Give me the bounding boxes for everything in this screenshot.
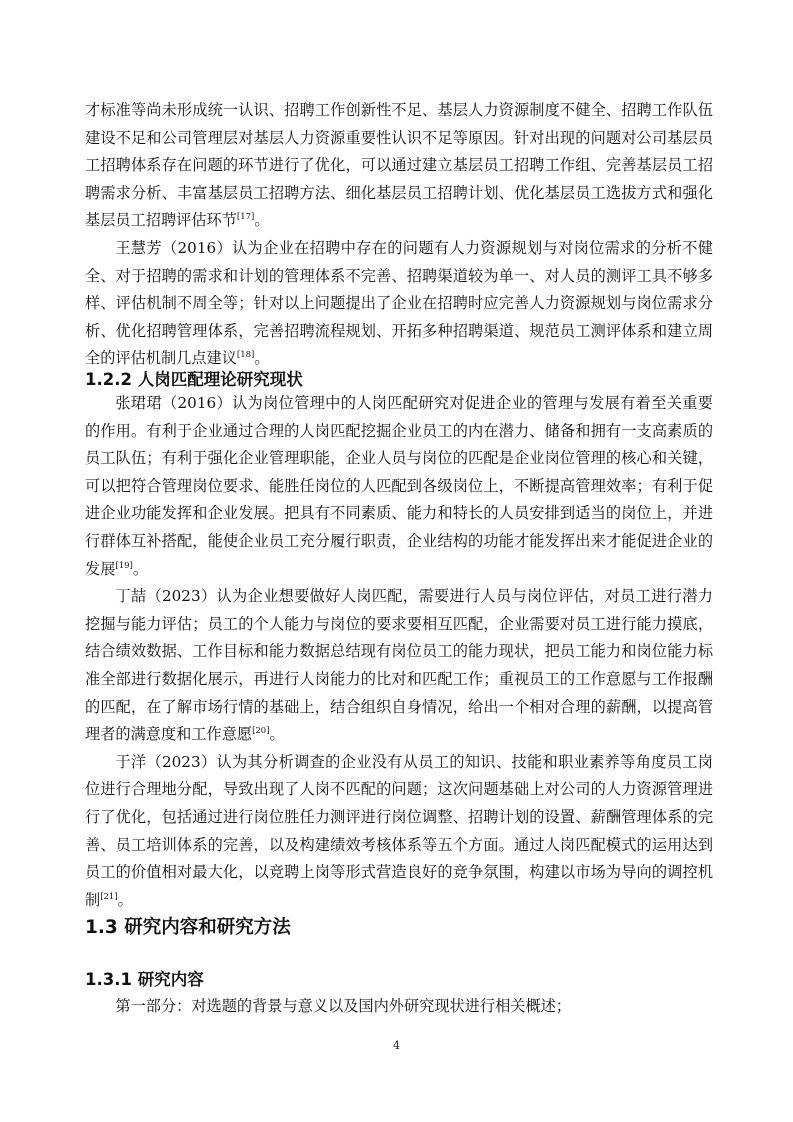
text-block-3 — [85, 993, 713, 1021]
citation-18: [18] — [236, 350, 255, 361]
section-heading-1-3-1: 1.3.1 研究内容 — [85, 970, 204, 989]
citation-21: [21] — [100, 891, 118, 902]
paragraph-p4: 丁喆（2023）认为企业想要做好人岗匹配，需要进行人员与岗位评估，对员工进行潜力挖掘与能力评估；员工的个人能力与岗位的要求要相互匹配，企业需要对员工进行能力摸底，结合绩效数据、工作目标和能力数据总结现有岗位员工的能力现状，把员工能力和岗位能力标准全部进行数据化展示，再进行人岗能力的比对和匹配工作；重视员工的工作意愿与工作报酬的匹配，在了解市场行情的基础上，结合组织自身情况，给出一个相对合理的薪酬，以提高管理者的满意度和工作意愿[20]。 — [85, 587, 713, 744]
paragraph-p5: 于洋（2023）认为其分析调查的企业没有从员工的知识、技能和职业素养等角度员工岗位进行合理地分配，导致出现了人岗不匹配的问题；这次问题基础上对公司的人力资源管理进行了优化，包括通过进行岗位胜任力测评进行岗位调整、招聘计划的设置、薪酬管理体系的完善、员工培训体系的完善，以及构建绩效考核体系等五个方面。通过人岗匹配模式的运用达到员工的价值相对最大化，以竞聘上岗等形式营造良好的竞争氛围，构建以市场为导向的调控机制[21]。 — [85, 752, 713, 909]
citation-17: [17] — [236, 212, 255, 223]
paragraph-p3: 张珺珺（2016）认为岗位管理中的人岗匹配研究对促进企业的管理与发展有着至关重要的作用。有利于企业通过合理的人岗匹配挖掘企业员工的内在潜力、储备和拥有一支高素质的员工队伍；有利于强化企业管理职能，企业人员与岗位的匹配是企业岗位管理的核心和关键，可以把符合管理岗位要求、能胜任岗位的人匹配到各级岗位上，不断提高管理效率；有利于促进企业功能发挥和企业发展。把具有不同素质、能力和特长的人员安排到适当的岗位上，并进行群体互补搭配，能使企业员工充分履行职责，企业结构的功能才能发挥出来才能促进企业的发展[19]。 — [85, 394, 713, 578]
page-number: 4 — [393, 1039, 400, 1052]
text-block-2 — [85, 390, 713, 914]
citation-19: [19] — [115, 560, 133, 571]
section-heading-1-3: 1.3 研究内容和研究方法 — [85, 917, 291, 938]
paragraph-p2: 王慧芳（2016）认为企业在招聘中存在的问题有人力资源规划与对岗位需求的分析不健全、对于招聘的需求和计划的管理体系不完善、招聘渠道较为单一、对人员的测评工具不够多样、评估机制不周全等；针对以上问题提出了企业在招聘时应完善人力资源规划与岗位需求分析、优化招聘管理体系，完善招聘流程规划、开拓多种招聘渠道、规范员工测评体系和建立周全的评估机制几点建议[18]。 — [85, 238, 713, 368]
paragraph-p1: 才标准等尚未形成统一认识、招聘工作创新性不足、基层人力资源制度不健全、招聘工作队伍建设不足和公司管理层对基层人力资源重要性认识不足等原因。针对出现的问题对公司基层员工招聘体系存在问题的环节进行了优化，可以通过建立基层员工招聘工作组、完善基层员工招聘需求分析、丰富基层员工招聘方法、细化基层员工招聘计划、优化基层员工选拔方式和强化基层员工招聘评估环节[17]。 — [85, 101, 713, 230]
text-block-1 — [85, 97, 713, 373]
section-heading-1-2-2: 1.2.2 人岗匹配理论研究现状 — [85, 370, 303, 389]
citation-20: [20] — [252, 726, 270, 737]
paragraph-p6: 第一部分：对选题的背景与意义以及国内外研究现状进行相关概述； — [115, 997, 572, 1015]
